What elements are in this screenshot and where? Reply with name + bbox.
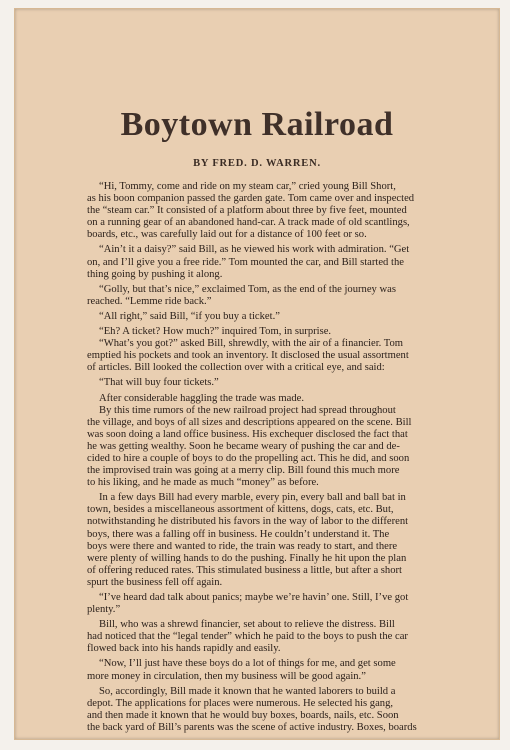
article-title: Boytown Railroad [120,106,394,143]
text-line: reached. “Lemme ride back.” [87,295,212,307]
text-line: were plenty of willing hands to do the pushing. Finally he hit upon the plan [87,552,407,564]
text-line: “Eh? A ticket? How much?” inquired Tom, in surprise. [99,326,332,338]
text-line: the back yard of Bill’s parents was the scene of active industry. Boxes, boards [87,721,417,733]
text-line: more money in circulation, then my business will be good again.” [87,670,366,682]
text-line: notwithstanding he distributed his favors in the way of labor to the different [87,516,409,528]
document-page [14,8,500,740]
text-line: By this time rumors of the new railroad project had spread throughout [99,404,396,416]
article-body [87,181,483,734]
text-line: “What’s you got?” asked Bill, shrewdly, with the air of a financier. Tom [99,338,404,350]
text-line: depot. The applications for places were numerous. He selected his gang, [87,697,394,709]
text-line: boys were there and wanted to ride, the train was ready to start, and there [87,540,398,552]
text-line: “Hi, Tommy, come and ride on my steam car,” cried young Bill Short, [99,181,396,192]
text-line: “Golly, but that’s nice,” exclaimed Tom, as the end of the journey was [99,283,396,295]
text-line: thing going by pushing it along. [87,268,223,280]
text-line: he was getting wealthy. Soon he became weary of pushing the car and de- [87,440,400,452]
text-line: So, accordingly, Bill made it known that he wanted laborers to build a [99,685,396,697]
article-byline: BY FRED. D. WARREN. [193,158,321,169]
text-line: plenty.” [87,604,121,616]
text-line: on, and I’ll give you a free ride.” Tom mounted the car, and Bill started the [87,256,404,268]
text-line: to his liking, and he made as much “money” as before. [87,477,319,489]
text-line: of offering reduced rates. This stimulated business a little, but after a short [87,564,402,576]
text-line: the improvised train was going at a merry clip. Bill found this much more [87,465,400,477]
text-line: emptied his pockets and took an inventory. It disclosed the usual assortment [87,350,409,362]
text-line: boys, there was a falling off in business. He couldn’t understand it. The [87,528,390,540]
text-line: “Ain’t it a daisy?” said Bill, as he viewed his work with admiration. “Get [99,244,410,256]
text-line: as his boon companion passed the garden gate. Tom came over and inspected [87,193,415,205]
text-line: flowed back into his hands rapidly and easily. [87,643,281,655]
text-line: “All right,” said Bill, “if you buy a ticket.” [99,310,280,322]
text-line: “Now, I’ll just have these boys do a lot of things for me, and get some [99,658,396,670]
text-line: and then made it known that he would buy boxes, boards, nails, etc. Soon [87,709,399,721]
text-line: town, besides a miscellaneous assortment of kittens, dogs, cats, etc. But, [87,504,394,516]
text-line: Bill, who was a shrewd financier, set about to relieve the distress. Bill [99,619,395,631]
text-line: the “steam car.” It consisted of a platform about three by five feet, mounted [87,205,407,217]
text-line: was soon doing a land office business. His exchequer disclosed the fact that [87,428,408,440]
text-line: on a running gear of an abandoned hand-car. A track made of old scantlings, [87,217,410,229]
text-line: had noticed that the “legal tender” which he paid to the boys to push the car [87,631,408,643]
text-line: In a few days Bill had every marble, every pin, every ball and ball bat in [99,492,406,504]
text-line: of articles. Bill looked the collection over with a critical eye, and said: [87,362,385,374]
text-line: cided to hire a couple of boys to do the propelling act. This he did, and soon [87,452,410,464]
text-line: “I’ve heard dad talk about panics; maybe we’re havin’ one. Still, I’ve got [99,592,409,603]
text-line: “That will buy four tickets.” [99,377,219,389]
text-line: spurt the business fell off again. [87,576,223,588]
text-line: the village, and boys of all sizes and descriptions appeared on the scene. Bill [87,416,412,428]
text-line: boards, etc., was carefully laid out for a distance of 100 feet or so. [87,229,367,241]
text-line: After considerable haggling the trade was made. [99,392,305,404]
